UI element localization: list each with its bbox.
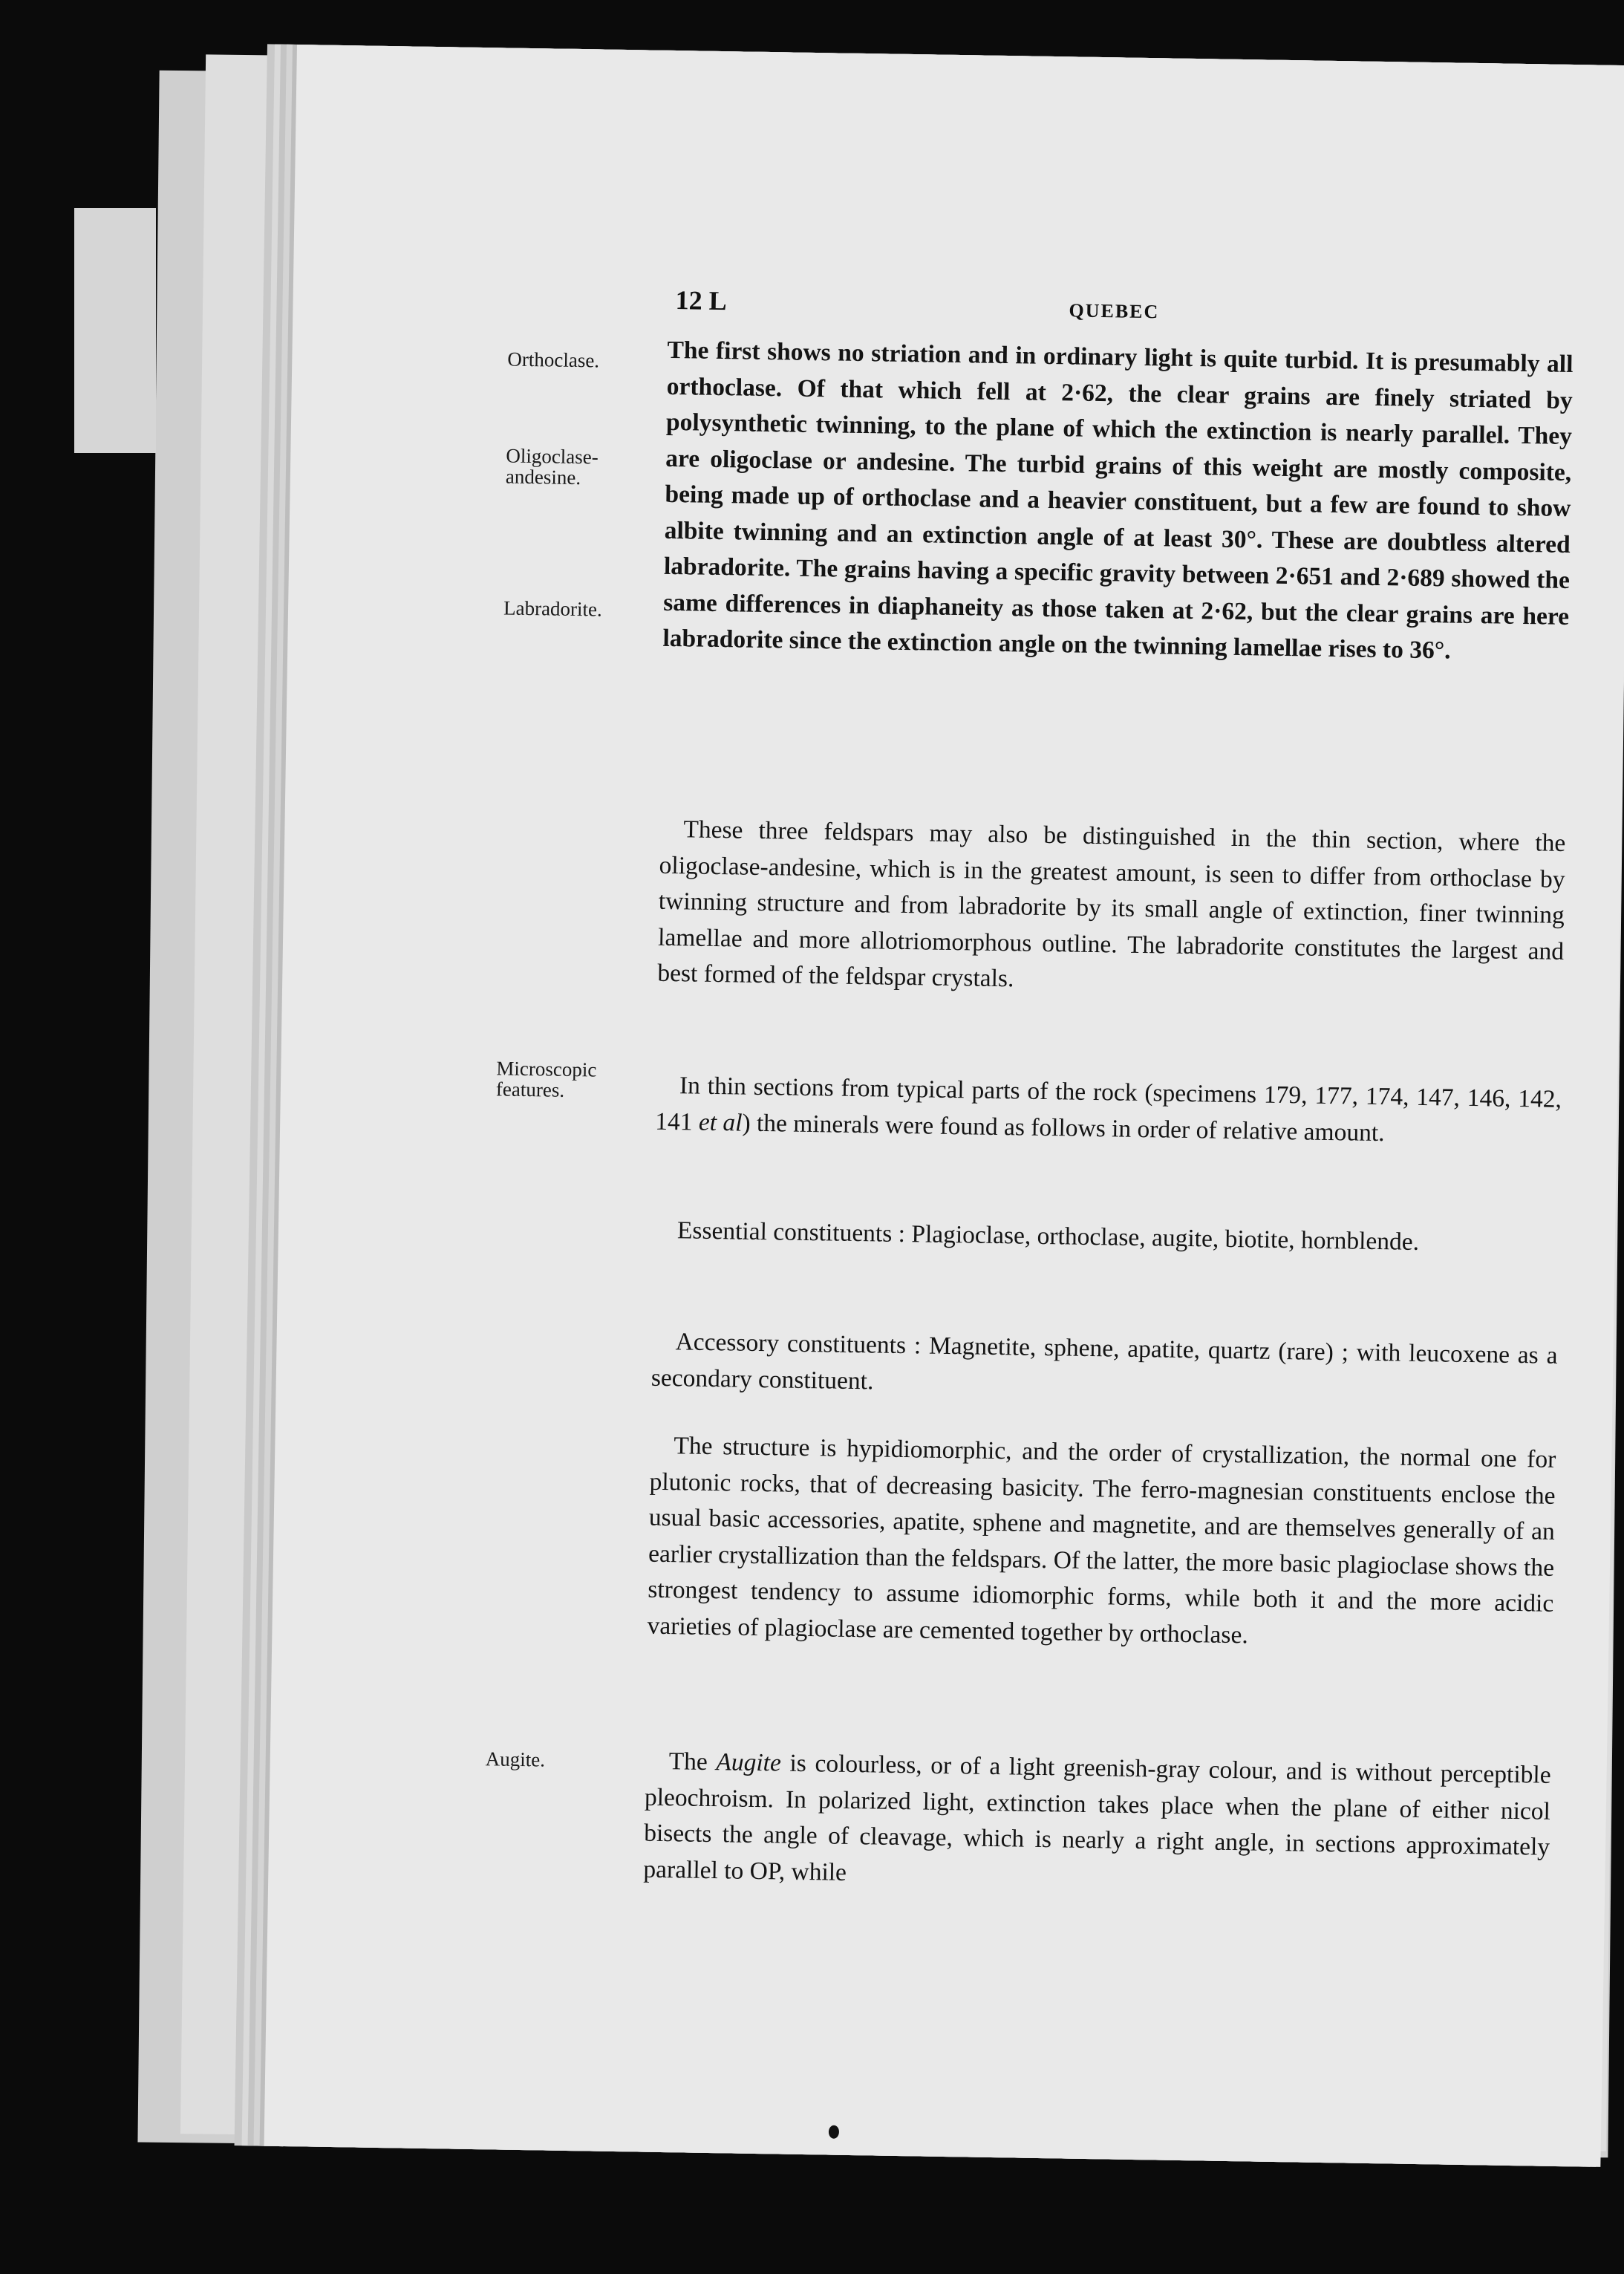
paragraph-microscopic-text-end: ) the minerals were found as follows in order of relative amount. [742, 1109, 1385, 1147]
paragraph-accessory-constituents: Accessory constituents : Magnetite, sphene, apatite, quartz (rare) ; with leucoxene as a secondary constituent. [650, 1328, 1558, 1395]
paragraph-microscopic-italic: et al [698, 1108, 743, 1137]
margin-note-augite: Augite. [485, 1747, 546, 1771]
page-tab-edge [74, 208, 156, 453]
paragraph-augite-text-end: is colourless, or of a light greenish-gray colour, and is without perceptible pleochroism. In polarized light, extinction takes place when the plane of either nicol bisects the angle of cleavage, which is nearly a right angle, in sections approximately parallel to OP, while [643, 1749, 1551, 1886]
paragraph-microscopic-text: In thin sections from typical parts of the rock (specimens 179, 177, 174, 147, 146, 142, 141 [654, 1072, 1562, 1136]
ink-speck [829, 2125, 839, 2139]
paragraph-feldspar-grains: The first shows no striation and in ordinary light is quite turbid. It is presumably all orthoclase. Of that which fell at 2·62, the clear grains are finely striated by polysynthetic twinning, to the plane of which the extinction is nearly parallel. They are oligoclase or andesine. The turbid grains of this weight are mostly composite, being made up of orthoclase and a heavier constituent, but a few are found to show albite twinning and an extinction angle of at least 30°. These are doubtless altered labradorite. The grains having a specific gravity between 2·651 and 2·689 showed the same differences in diaphaneity as those taken at 2·62, but the clear grains are here labradorite since the extinction angle on the twinning lamellae rises to 36°. [662, 336, 1574, 665]
page-header [675, 284, 1493, 342]
paragraph-augite-text: The [668, 1747, 717, 1776]
paragraph-thin-section: These three feldspars may also be distinguished in the thin section, where the oligoclase-andesine, which is in the greatest amount, is seen to differ from orthoclase by twinning structure and from labradorite by its small angle of extinction, finer twinning lamellae and more allotriomorphous outline. The labradorite constitutes the largest and best formed of the feldspar crystals. [657, 815, 1566, 993]
running-head: QUEBEC [1069, 299, 1160, 323]
paragraph-structure: The structure is hypidiomorphic, and the order of crystallization, the normal one for plutonic rocks, that of decreasing basicity. The ferro-magnesian constituents enclose the usual basic accessories, apatite, sphene and magnetite, and are themselves generally of an earlier crystallization than the feldspars. Of the latter, the more basic plagioclase shows the strongest tendency to assume idiomorphic forms, while both it and the more acidic varieties of plagioclase are cemented together by orthoclase. [647, 1432, 1556, 1649]
margin-note-oligoclase: Oligoclase-andesine. [505, 444, 599, 489]
paragraph-essential-constituents: Essential constituents : Plagioclase, orthoclase, augite, biotite, hornblende. [676, 1216, 1420, 1256]
margin-note-microscopic: Microscopic features. [495, 1057, 597, 1101]
margin-note-labradorite: Labradorite. [503, 596, 603, 621]
paragraph-augite [643, 1744, 1551, 1902]
margin-note-orthoclase: Orthoclase. [507, 348, 600, 372]
book-page [264, 45, 1624, 2167]
paragraph-augite-italic: Augite [716, 1748, 782, 1777]
paragraph-microscopic [655, 1068, 1562, 1154]
page-number: 12 L [675, 285, 727, 316]
